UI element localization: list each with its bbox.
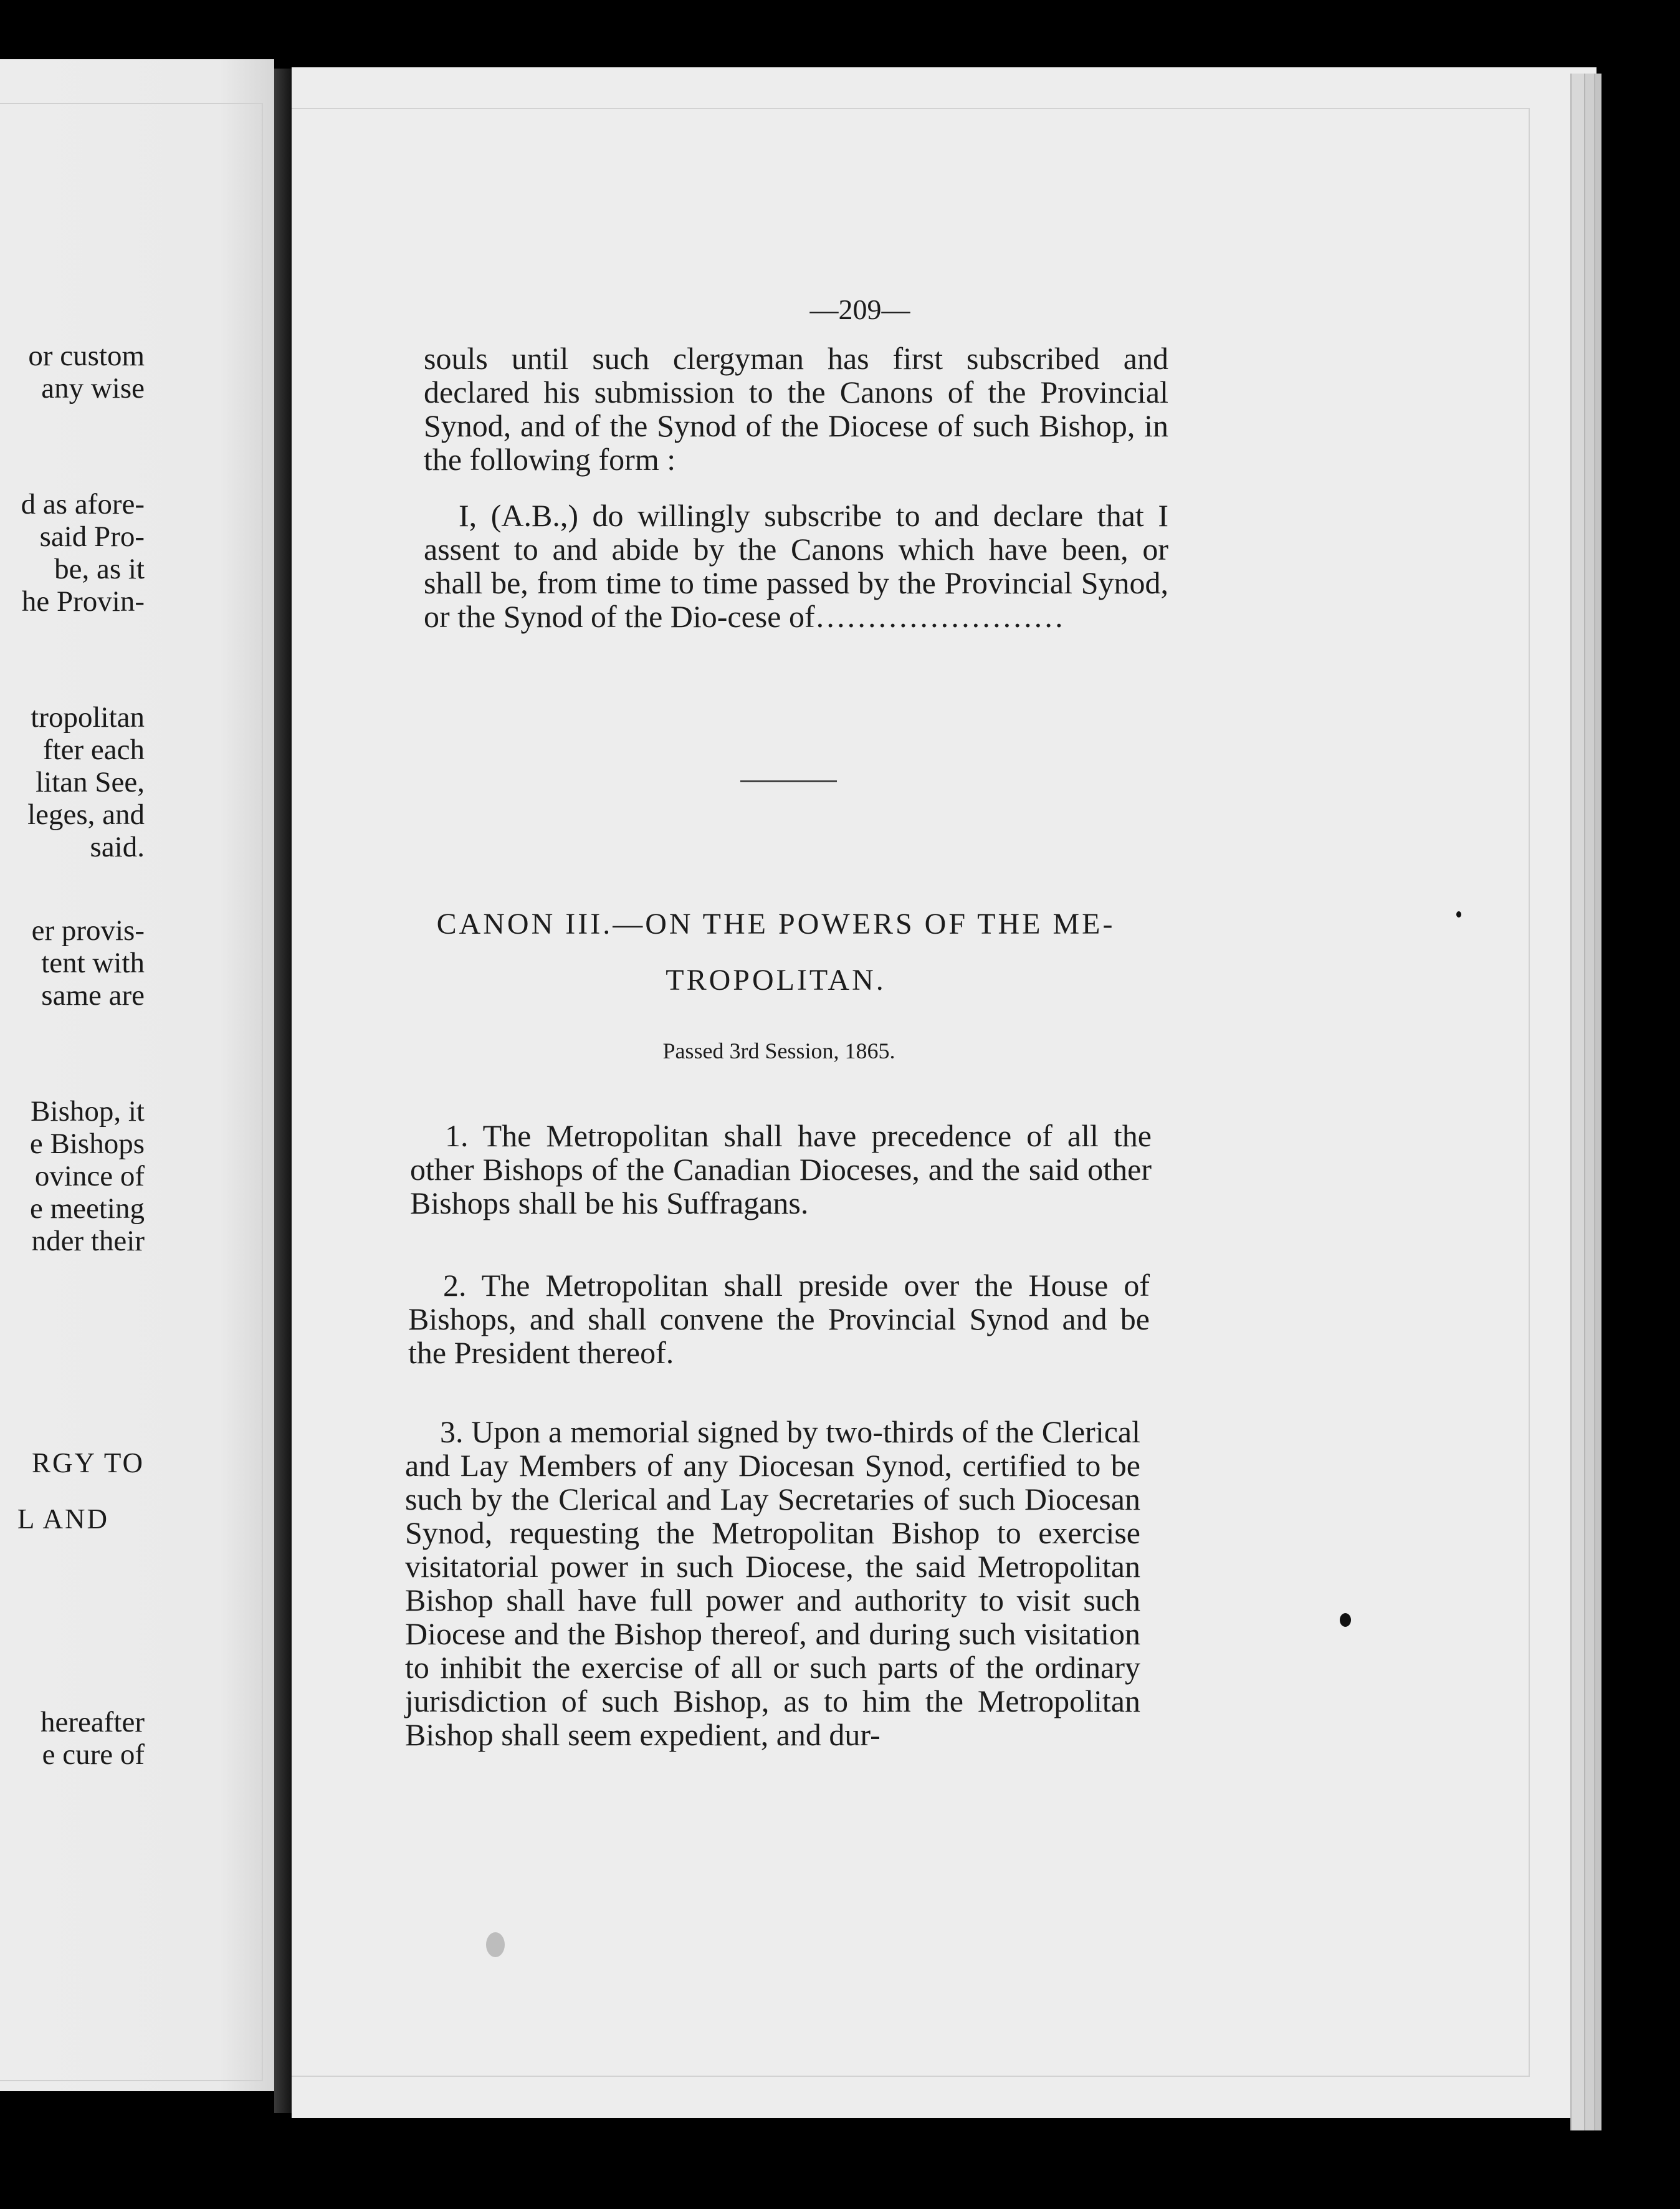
left-line: leges, and (27, 798, 145, 831)
left-line: tent with (41, 947, 145, 979)
section-2 (408, 1268, 1150, 1369)
left-line: said. (90, 831, 145, 863)
paragraph-text: 1. The Metropolitan shall have precedence of all the other Bishops of the Canadian Dioceses, and the said other Bishops shall be his Suffragans. (410, 1118, 1152, 1220)
left-line: said Pro- (39, 520, 145, 553)
paragraph-text: 2. The Metropolitan shall preside over the House of Bishops, and shall convene the Provincial Synod and be the President thereof. (408, 1268, 1150, 1370)
left-line: same are (41, 979, 145, 1012)
page-edge (1584, 74, 1594, 2130)
left-line: nder their (31, 1225, 145, 1257)
scan-speck (486, 1932, 505, 1957)
page-edge (1570, 74, 1584, 2130)
page-edge (1594, 74, 1601, 2130)
section-divider (740, 780, 837, 782)
left-line: be, as it (54, 553, 145, 585)
canon-heading-continued: TROPOLITAN. (666, 964, 886, 997)
left-line: any wise (41, 372, 145, 405)
declaration-paragraph (424, 499, 1168, 633)
scan-speck (1456, 911, 1461, 918)
page-number: —209— (809, 294, 910, 325)
passed-note: Passed 3rd Session, 1865. (662, 1038, 895, 1063)
left-line: e cure of (42, 1738, 145, 1771)
continuation-paragraph (424, 342, 1168, 476)
left-line: ovince of (34, 1160, 145, 1192)
left-line: d as afore- (21, 488, 145, 520)
paragraph-text: 3. Upon a memorial signed by two-thirds of the Clerical and Lay Members of any Diocesan Synod, certified to be such by the Clerical and Lay Secretaries of such Diocesan Synod, requesting the Metropolitan Bishop to exercise visitatorial power in such Diocese, the said Metropolitan Bishop shall have full power and authority to visit such Diocese and the Bishop thereof, and during such visitation to inhibit the exercise of all or such parts of the ordinary jurisdiction of such Bishop, as to him the Metropolitan Bishop shall seem expedient, and dur- (405, 1414, 1140, 1752)
left-line: e Bishops (29, 1128, 145, 1160)
scan-speck (1340, 1613, 1351, 1627)
left-line: e meeting (29, 1192, 145, 1225)
left-line: litan See, (36, 766, 145, 798)
canon-heading: CANON III.—ON THE POWERS OF THE ME- (436, 908, 1115, 941)
left-line: tropolitan (31, 701, 145, 734)
left-line: hereafter (41, 1706, 145, 1738)
paragraph-text: I, (A.B.,) do willingly subscribe to and declare that I assent to and abide by the Canons which have been, or shall be, from time to time passed by the Provincial Synod, or the Synod of the Dio-cese of…………………… (424, 498, 1168, 634)
left-line: or custom (28, 340, 145, 372)
left-line: L AND (17, 1503, 109, 1535)
section-3 (405, 1415, 1140, 1751)
left-line: he Provin- (21, 585, 145, 618)
left-line: er provis- (31, 914, 145, 947)
paragraph-text: souls until such clergyman has first subscribed and declared his submission to the Canons of the Provincial Synod, and of the Synod of the Diocese of such Bishop, in the following form : (424, 341, 1168, 477)
left-line: RGY TO (32, 1447, 145, 1478)
left-line: fter each (42, 734, 145, 766)
left-line: Bishop, it (31, 1095, 145, 1128)
section-1 (410, 1119, 1152, 1220)
book-gutter (274, 69, 293, 2113)
